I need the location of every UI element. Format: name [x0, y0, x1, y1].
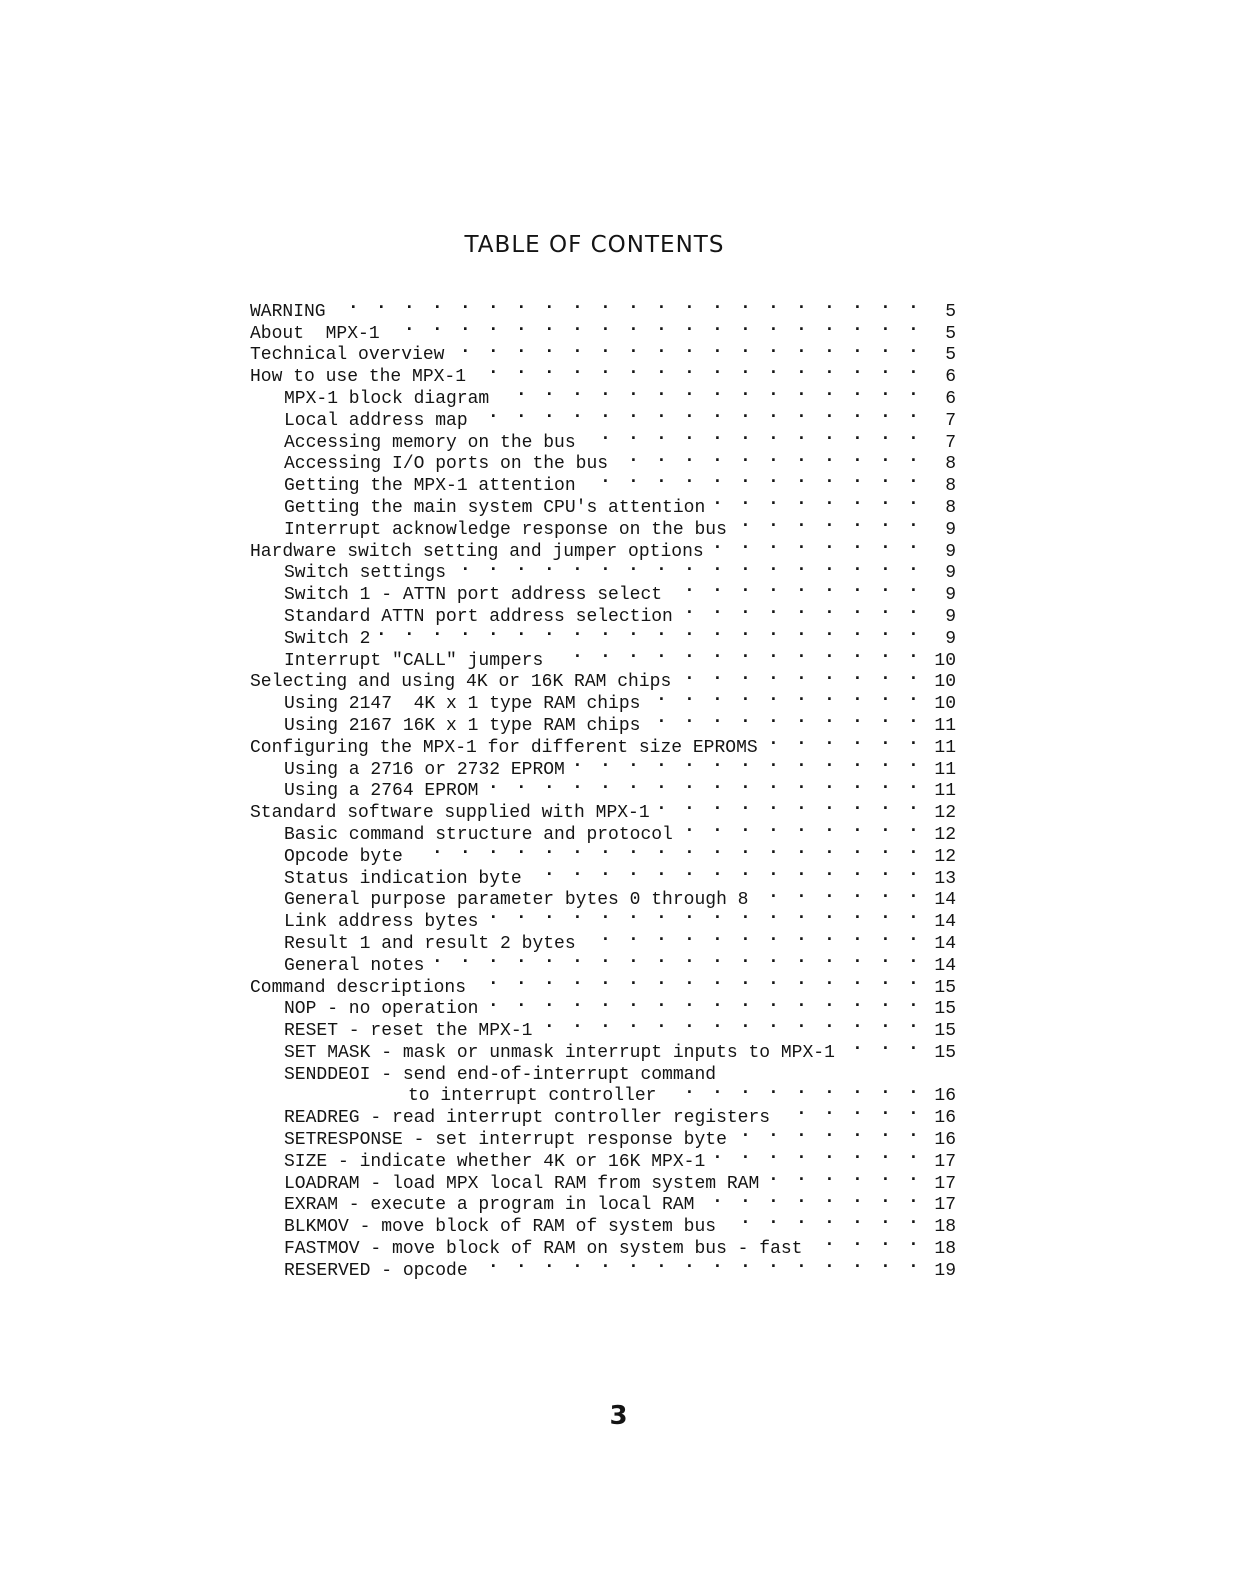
toc-dot-leader — [486, 904, 922, 926]
toc-dot-leader — [378, 621, 922, 643]
toc-entry-page: 8 — [945, 497, 956, 518]
toc-dot-leader — [713, 490, 922, 512]
toc-entry-page: 16 — [934, 1130, 956, 1151]
toc-dot-leader — [584, 926, 922, 948]
toc-entry-page: 10 — [934, 694, 956, 715]
toc-entry-page: 9 — [945, 585, 956, 606]
toc-entry-title: Link address bytes — [284, 912, 479, 933]
toc-entry-title: Status indication byte — [284, 868, 522, 889]
toc-entry-page: 17 — [934, 1195, 956, 1216]
page-title: TABLE OF CONTENTS — [464, 232, 725, 258]
toc-entry-page: 5 — [945, 323, 956, 344]
toc-entry-page: 17 — [934, 1173, 956, 1194]
toc-entry-page: 6 — [945, 388, 956, 409]
toc-entry-title: Switch 2 — [284, 628, 371, 649]
toc-entry-page: 14 — [934, 955, 956, 976]
toc-entry-page: 7 — [945, 432, 956, 453]
toc-dot-leader — [712, 534, 922, 556]
toc-entry-title: Interrupt acknowledge response on the bus — [284, 519, 727, 540]
toc-entry-title: Getting the main system CPU's attention — [284, 497, 706, 518]
toc-dot-leader — [681, 599, 922, 621]
toc-dot-leader — [735, 512, 922, 534]
toc-entry-page: 14 — [934, 890, 956, 911]
toc-entry-page: 5 — [945, 301, 956, 322]
toc-entry-page: 16 — [934, 1108, 956, 1129]
toc-entry-page: 9 — [945, 628, 956, 649]
toc-entry-page: 12 — [934, 803, 956, 824]
toc-entry-page: 13 — [934, 868, 956, 889]
toc-entry-page: 15 — [934, 977, 956, 998]
toc-dot-leader — [658, 795, 922, 817]
toc-entry-title: NOP - no operation — [284, 999, 479, 1020]
toc-entry-page: 10 — [934, 672, 956, 693]
toc-entry-page: 10 — [934, 650, 956, 671]
toc-dot-leader — [670, 577, 922, 599]
toc-dot-leader — [778, 1100, 922, 1122]
toc-dot-leader — [843, 1035, 922, 1057]
toc-entry-title: READREG - read interrupt controller registers — [284, 1108, 771, 1129]
toc-dot-leader — [486, 992, 922, 1014]
toc-entry-page: 11 — [934, 759, 956, 780]
toc-entry-title: Standard software supplied with MPX-1 — [250, 803, 650, 824]
toc-entry-title: Using a 2764 EPROM — [284, 781, 479, 802]
toc-entry-title: WARNING — [250, 301, 326, 322]
toc-entry-title: LOADRAM - load MPX local RAM from system RAM — [284, 1173, 760, 1194]
toc-entry-page: 14 — [934, 912, 956, 933]
toc-entry — [250, 294, 956, 322]
toc-entry-title: Hardware switch setting and jumper options — [250, 541, 704, 562]
toc-entry-page: 9 — [945, 541, 956, 562]
page-number: 3 — [609, 1401, 628, 1431]
toc-dot-leader — [476, 1253, 922, 1275]
toc-dot-leader — [573, 752, 922, 774]
toc-entry-title: SENDDEOI - send end-of-interrupt command — [284, 1064, 717, 1085]
toc-entry-title: FASTMOV - move block of RAM on system bus - fast — [284, 1239, 803, 1260]
toc-entry-title: Accessing I/O ports on the bus — [284, 454, 609, 475]
toc-entry-page: 9 — [945, 606, 956, 627]
toc-dot-leader — [724, 1057, 922, 1079]
toc-dot-leader — [702, 1188, 922, 1210]
toc-entry-title: Using 2147 4K x 1 type RAM chips — [284, 694, 641, 715]
toc-entry-title: Accessing memory on the bus — [284, 432, 576, 453]
toc-entry — [250, 316, 956, 344]
toc-dot-leader — [679, 665, 922, 687]
toc-entry-title: Using 2167 16K x 1 type RAM chips — [284, 715, 641, 736]
toc-entry-page: 11 — [934, 737, 956, 758]
toc-entry-page: 14 — [934, 933, 956, 954]
toc-entry-title: SETRESPONSE - set interrupt response byte — [284, 1130, 727, 1151]
toc-dot-leader — [452, 338, 922, 360]
toc-entry-page: 9 — [945, 563, 956, 584]
toc-dot-leader — [411, 839, 922, 861]
toc-dot-leader — [334, 294, 922, 316]
toc-dot-leader — [497, 381, 922, 403]
toc-dot-leader — [584, 425, 922, 447]
toc-entry-title: Configuring the MPX-1 for different size EPROMS — [250, 737, 758, 758]
toc-entry-page: 16 — [934, 1086, 956, 1107]
toc-entry-title: Using a 2716 or 2732 EPROM — [284, 759, 565, 780]
toc-entry-title: SET MASK - mask or unmask interrupt inputs to MPX-1 — [284, 1042, 835, 1063]
toc-entry-title: How to use the MPX-1 — [250, 367, 467, 388]
toc-entry-title: SIZE - indicate whether 4K or 16K MPX-1 — [284, 1151, 706, 1172]
toc-dot-leader — [388, 316, 922, 338]
toc-dot-leader — [584, 468, 922, 490]
toc-entry-page: 6 — [945, 367, 956, 388]
toc-entry-page: 7 — [945, 410, 956, 431]
toc-entry-title: Interrupt "CALL" jumpers — [284, 650, 544, 671]
toc-entry-page: 5 — [945, 345, 956, 366]
toc-entry-title: Standard ATTN port address selection — [284, 606, 673, 627]
toc-entry-title: General notes — [284, 955, 425, 976]
toc-dot-leader — [474, 359, 922, 381]
toc-entry-title: Result 1 and result 2 bytes — [284, 933, 576, 954]
toc-dot-leader — [476, 403, 922, 425]
toc-entry-title: Selecting and using 4K or 16K RAM chips — [250, 672, 672, 693]
toc-entry-page: 8 — [945, 476, 956, 497]
toc-entry-title: Switch 1 - ATTN port address select — [284, 585, 663, 606]
toc-entry-page: 12 — [934, 824, 956, 845]
toc-entry-title: Switch settings — [284, 563, 447, 584]
toc-entry-title: About MPX-1 — [250, 323, 380, 344]
toc-entry-page: 18 — [934, 1239, 956, 1260]
toc-entry-page: 15 — [934, 1042, 956, 1063]
toc-dot-leader — [551, 643, 922, 665]
toc-dot-leader — [432, 948, 922, 970]
toc-entry-title: Technical overview — [250, 345, 445, 366]
toc-entry-page: 12 — [934, 846, 956, 867]
toc-dot-leader — [767, 1166, 922, 1188]
toc-dot-leader — [616, 447, 922, 469]
toc-entry-page: 8 — [945, 454, 956, 475]
toc-dot-leader — [540, 1013, 922, 1035]
toc-dot-leader — [664, 1079, 922, 1101]
toc-entry-title: Opcode byte — [284, 846, 403, 867]
toc-dot-leader — [810, 1231, 922, 1253]
toc-entry-title: RESERVED - opcode — [284, 1260, 468, 1281]
toc-dot-leader — [454, 556, 922, 578]
toc-entry-title: Command descriptions — [250, 977, 467, 998]
toc-entry-title: RESET - reset the MPX-1 — [284, 1021, 533, 1042]
toc-dot-leader — [713, 1144, 922, 1166]
toc-entry-title: BLKMOV - move block of RAM of system bus — [284, 1217, 717, 1238]
toc-dot-leader — [486, 774, 922, 796]
toc-dot-leader — [648, 708, 922, 730]
toc-entry-title: to interrupt controller — [408, 1086, 657, 1107]
toc-entry-page: 11 — [934, 781, 956, 802]
toc-entry-title: Getting the MPX-1 attention — [284, 476, 576, 497]
toc-entry-page: 17 — [934, 1151, 956, 1172]
toc-dot-leader — [648, 686, 922, 708]
toc-entry-page: 9 — [945, 519, 956, 540]
toc-dot-leader — [681, 817, 922, 839]
toc-entry-title: MPX-1 block diagram — [284, 388, 490, 409]
toc-entry-page: 11 — [934, 715, 956, 736]
toc-dot-leader — [735, 1122, 922, 1144]
toc-entry-title: General purpose parameter bytes 0 through 8 — [284, 890, 749, 911]
toc-entry-page: 18 — [934, 1217, 956, 1238]
toc-entry-title: Basic command structure and protocol — [284, 824, 673, 845]
toc-entry-title: EXRAM - execute a program in local RAM — [284, 1195, 695, 1216]
toc-entry-page: 19 — [934, 1260, 956, 1281]
toc-entry-page: 15 — [934, 999, 956, 1020]
toc-entry-page: 15 — [934, 1021, 956, 1042]
toc-dot-leader — [530, 861, 922, 883]
toc-dot-leader — [756, 883, 922, 905]
toc-dot-leader — [474, 970, 922, 992]
table-of-contents — [250, 294, 956, 1281]
toc-dot-leader — [724, 1209, 922, 1231]
toc-dot-leader — [766, 730, 922, 752]
toc-entry-title: Local address map — [284, 410, 468, 431]
